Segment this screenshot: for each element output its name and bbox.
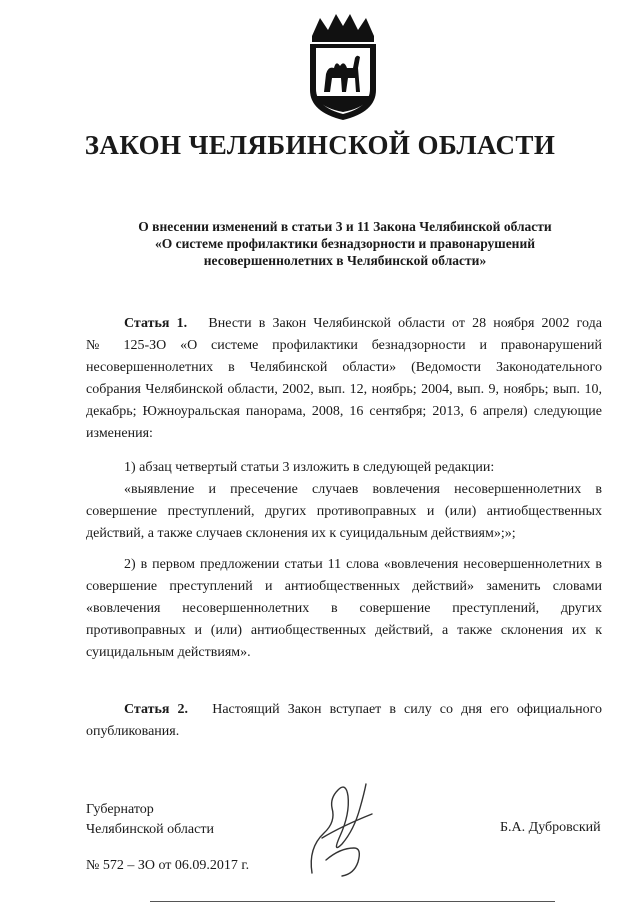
signatory-name: Б.А. Дубровский xyxy=(500,820,601,835)
signatory-position xyxy=(86,800,214,840)
signatory-position-line: Челябинской области xyxy=(86,822,214,837)
article-1-line: № 125-ЗО «О системе профилактики безнадзорности и правонарушений xyxy=(86,338,602,353)
subtitle-line: несовершеннолетних в Челябинской области» xyxy=(203,253,487,268)
bottom-divider xyxy=(150,901,555,902)
law-number-and-date: № 572 – ЗО от 06.09.2017 г. xyxy=(86,858,250,873)
article-2-line: Статья 2. Настоящий Закон вступает в силу со дня его официального xyxy=(124,702,602,717)
amendment-item-2 xyxy=(86,554,602,664)
amendment-item-1 xyxy=(86,457,602,545)
signatory-position-line: Губернатор xyxy=(86,802,154,817)
item-2-line: противоправных и (или) антиобщественных действий, а также склонения их к xyxy=(86,623,602,638)
article-1-label: Статья 1. xyxy=(124,316,188,331)
item-1-line: совершение преступлений, других противоправных и (или) антиобщественных xyxy=(86,504,602,519)
item-1-line: «выявление и пресечение случаев вовлечения несовершеннолетних в xyxy=(124,482,602,497)
subtitle-line: «О системе профилактики безнадзорности и правонарушений xyxy=(154,236,536,251)
article-1 xyxy=(86,313,602,445)
item-2-line: совершение преступлений и антиобщественных действий» заменить словами xyxy=(86,579,602,594)
article-2-label: Статья 2. xyxy=(124,702,189,717)
article-2 xyxy=(86,699,602,743)
law-title: ЗАКОН ЧЕЛЯБИНСКОЙ ОБЛАСТИ xyxy=(84,130,556,160)
law-subtitle xyxy=(95,218,595,269)
item-2-line: суицидальным действиям». xyxy=(86,645,251,660)
item-2-line: 2) в первом предложении статьи 11 слова «вовлечения несовершеннолетних в xyxy=(124,557,602,572)
article-1-line: несовершеннолетних в Челябинской области» (Ведомости Законодательного xyxy=(86,360,602,375)
article-1-line: Статья 1. Внести в Закон Челябинской области от 28 ноября 2002 года xyxy=(124,316,602,331)
item-2-line: «вовлечения несовершеннолетних в совершение преступлений, других xyxy=(86,601,602,616)
item-1-line: действий, а также случаев склонения их к суицидальным действиям»;»; xyxy=(86,526,516,541)
handwritten-signature xyxy=(302,778,380,880)
subtitle-line: О внесении изменений в статьи 3 и 11 Закона Челябинской области xyxy=(138,219,552,234)
article-1-line: изменения: xyxy=(86,426,153,441)
chelyabinsk-coat-of-arms-emblem xyxy=(300,12,386,122)
article-1-line: декабрь; Южноуральская панорама, 2008, 16 сентября; 2013, 6 апреля) следующие xyxy=(86,404,602,419)
article-1-line: собрания Челябинской области, 2002, вып. 12, ноябрь; 2004, вып. 9, ноябрь; вып. 10, xyxy=(86,382,602,397)
article-2-line: опубликования. xyxy=(86,724,180,739)
item-1-line: 1) абзац четвертый статьи 3 изложить в следующей редакции: xyxy=(124,460,495,475)
